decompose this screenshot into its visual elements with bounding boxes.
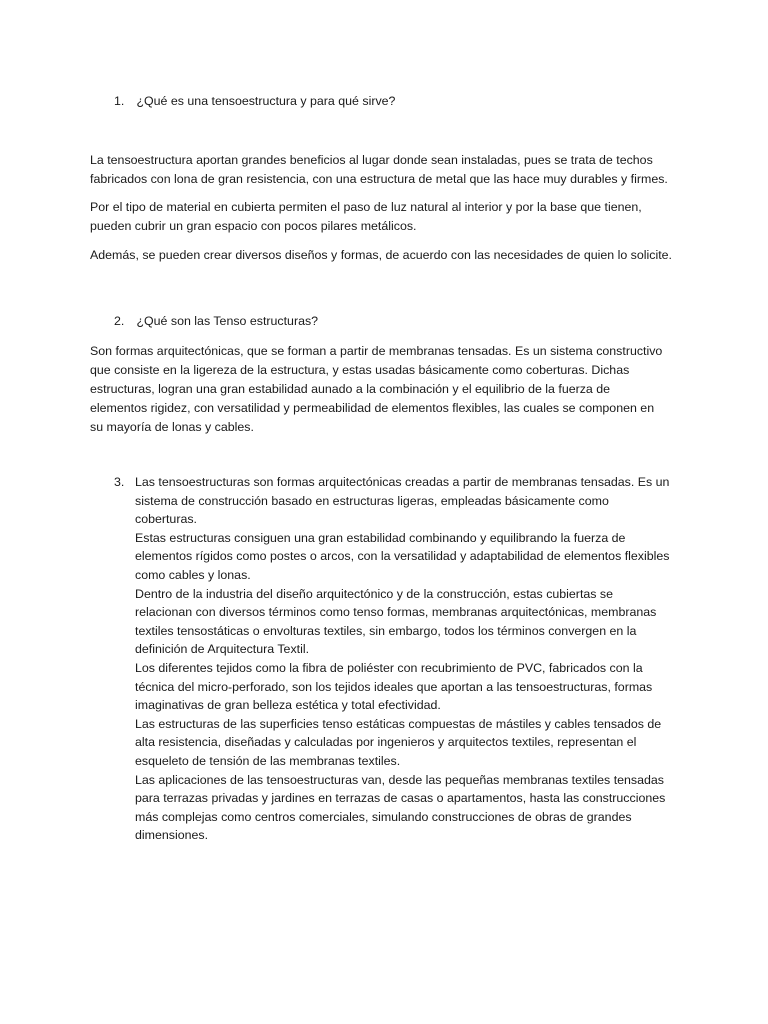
- question-1-number: 1.: [114, 94, 125, 108]
- text-line: alta resistencia, diseñadas y calculadas por ingenieros y arquitectos textiles, representan el: [135, 735, 637, 750]
- text-line: elementos rigidez, con versatilidad y permeabilidad de elementos flexibles, las cuales se componen en: [90, 401, 655, 415]
- question-2-heading: [114, 312, 318, 331]
- text-line: Las estructuras de las superficies tenso estáticas compuestas de mástiles y cables tensados de: [135, 716, 662, 731]
- question-2-text: ¿Qué son las Tenso estructuras?: [136, 314, 319, 328]
- text-line: esqueleto de tensión de las membranas textiles.: [135, 753, 401, 768]
- answer-1-paragraph-1: [90, 151, 690, 189]
- text-line: imaginativas de gran belleza estética y total efectividad.: [135, 698, 441, 713]
- text-line: Estas estructuras consiguen una gran estabilidad combinando y equilibrando la fuerza de: [135, 530, 626, 545]
- text-line: Son formas arquitectónicas, que se forman a partir de membranas tensadas. Es un sistema constructivo: [90, 344, 663, 358]
- text-line: técnica del micro-perforado, son los tejidos ideales que aportan a las tensoestructuras, formas: [135, 679, 653, 694]
- question-1-heading: [114, 92, 395, 111]
- answer-1-paragraph-2: [90, 198, 690, 236]
- text-line: definición de Arquitectura Textil.: [135, 642, 310, 657]
- text-line: Por el tipo de material en cubierta permiten el paso de luz natural al interior y por la base que tienen,: [90, 200, 642, 214]
- text-line: fabricados con lona de gran resistencia, con una estructura de metal que las hace muy durables y firmes.: [90, 172, 668, 186]
- question-1-text: ¿Qué es una tensoestructura y para qué sirve?: [136, 94, 396, 108]
- text-line: más complejas como centros comerciales, simulando construcciones de obras de grandes: [135, 809, 632, 824]
- text-line: textiles tensostáticas o envolturas textiles, sin embargo, todos los términos convergen en la: [135, 623, 637, 638]
- text-line: Las aplicaciones de las tensoestructuras van, desde las pequeñas membranas textiles tensadas: [135, 772, 664, 787]
- text-line: Los diferentes tejidos como la fibra de poliéster con recubrimiento de PVC, fabricados con la: [135, 660, 643, 675]
- text-line: para terrazas privadas y jardines en terrazas de casas o apartamentos, hasta las construcciones: [135, 791, 666, 806]
- answer-1-paragraph-3: [90, 246, 690, 265]
- text-line: su mayoría de lonas y cables.: [90, 420, 254, 434]
- text-line: que consiste en la ligereza de la estructura, y estas usadas básicamente como coberturas. Dichas: [90, 363, 630, 377]
- text-line: coberturas.: [135, 512, 197, 527]
- text-line: Las tensoestructuras son formas arquitectónicas creadas a partir de membranas tensadas. Es un: [135, 475, 670, 489]
- answer-2-paragraph: [90, 342, 690, 437]
- text-line: La tensoestructura aportan grandes beneficios al lugar donde sean instaladas, pues se trata de techos: [90, 153, 653, 167]
- text-line: pueden cubrir un gran espacio con pocos pilares metálicos.: [90, 219, 417, 233]
- list-item-3-body: [135, 473, 705, 845]
- text-line: elementos rígidos como postes o arcos, con la versatilidad y adaptabilidad de elementos flexibles: [135, 549, 670, 564]
- text-line: estructuras, logran una gran estabilidad aunado a la combinación y el equilibrio de la fuerza de: [90, 382, 611, 396]
- text-line: como cables y lonas.: [135, 567, 251, 582]
- text-line: sistema de construcción basado en estructuras ligeras, empleadas básicamente como: [135, 493, 609, 508]
- text-line: relacionan con diversos términos como tenso formas, membranas arquitectónicas, membranas: [135, 605, 657, 620]
- text-line: Dentro de la industria del diseño arquitectónico y de la construcción, estas cubiertas se: [135, 586, 613, 601]
- text-line: Además, se pueden crear diversos diseños y formas, de acuerdo con las necesidades de quien lo solicite.: [90, 248, 673, 262]
- question-2-number: 2.: [114, 314, 125, 328]
- text-line: dimensiones.: [135, 828, 209, 843]
- list-item-3-number: 3.: [114, 475, 125, 489]
